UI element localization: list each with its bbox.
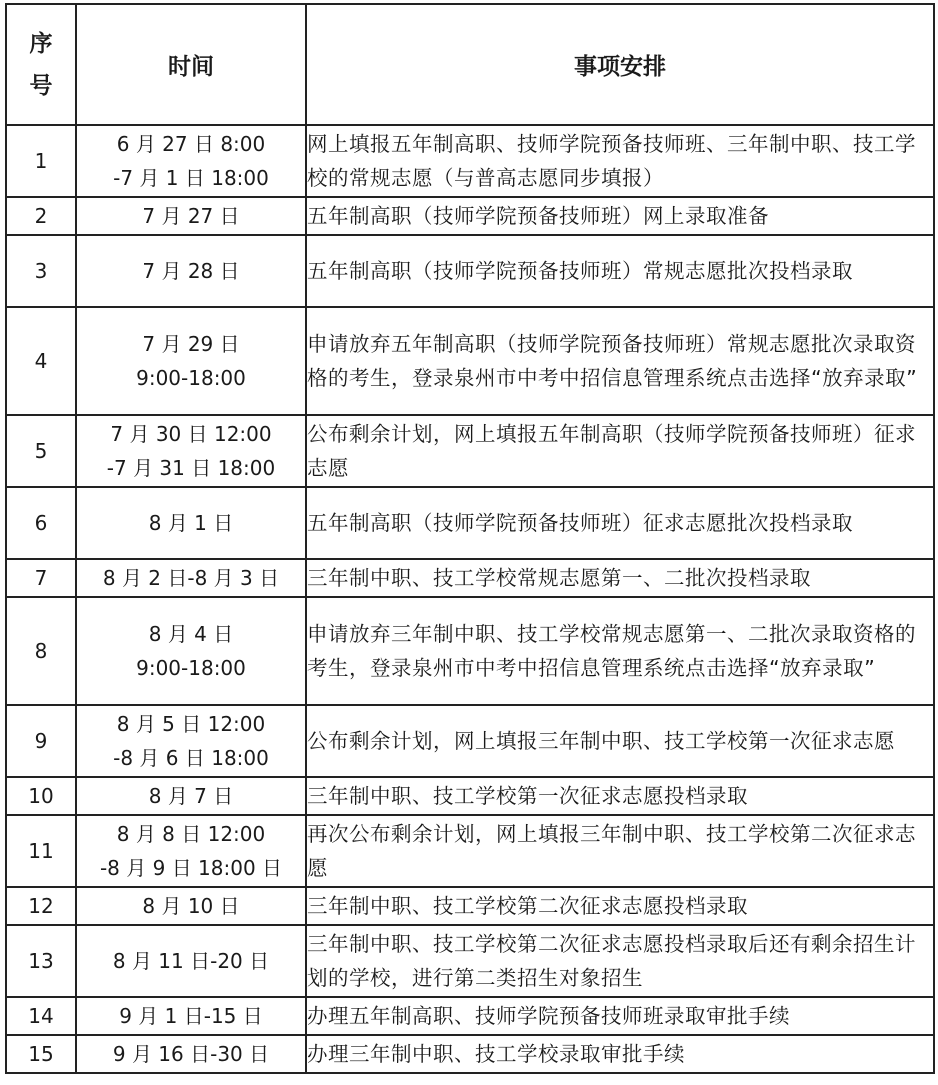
table-row xyxy=(6,597,934,705)
row-event: 再次公布剩余计划，网上填报三年制中职、技工学校第二次征求志愿 xyxy=(306,815,934,887)
row-number: 13 xyxy=(6,925,76,997)
row-time: 8 月 5 日 12:00 -8 月 6 日 18:00 xyxy=(76,705,306,777)
table-row xyxy=(6,125,934,197)
row-time: 8 月 2 日-8 月 3 日 xyxy=(76,559,306,597)
row-number: 8 xyxy=(6,597,76,705)
row-time: 6 月 27 日 8:00 -7 月 1 日 18:00 xyxy=(76,125,306,197)
row-number: 11 xyxy=(6,815,76,887)
row-number: 10 xyxy=(6,777,76,815)
row-event: 三年制中职、技工学校第一次征求志愿投档录取 xyxy=(306,777,934,815)
row-event: 五年制高职（技师学院预备技师班）常规志愿批次投档录取 xyxy=(306,235,934,307)
row-event: 申请放弃五年制高职（技师学院预备技师班）常规志愿批次录取资格的考生，登录泉州市中考中招信息管理系统点击选择“放弃录取” xyxy=(306,307,934,415)
row-time: 7 月 28 日 xyxy=(76,235,306,307)
table-row xyxy=(6,705,934,777)
row-event: 三年制中职、技工学校第二次征求志愿投档录取 xyxy=(306,887,934,925)
row-number: 7 xyxy=(6,559,76,597)
schedule-table xyxy=(5,3,935,1074)
row-number: 14 xyxy=(6,997,76,1035)
row-time: 7 月 30 日 12:00 -7 月 31 日 18:00 xyxy=(76,415,306,487)
table-row xyxy=(6,925,934,997)
row-time: 7 月 27 日 xyxy=(76,197,306,235)
row-time: 8 月 4 日 9:00-18:00 xyxy=(76,597,306,705)
table-row xyxy=(6,777,934,815)
table-row xyxy=(6,997,934,1035)
row-event: 三年制中职、技工学校常规志愿第一、二批次投档录取 xyxy=(306,559,934,597)
table-row xyxy=(6,815,934,887)
row-time: 8 月 1 日 xyxy=(76,487,306,559)
table-row xyxy=(6,1035,934,1073)
header-time: 时间 xyxy=(76,4,306,125)
row-event: 办理五年制高职、技师学院预备技师班录取审批手续 xyxy=(306,997,934,1035)
row-number: 1 xyxy=(6,125,76,197)
row-time: 7 月 29 日 9:00-18:00 xyxy=(76,307,306,415)
row-event: 网上填报五年制高职、技师学院预备技师班、三年制中职、技工学校的常规志愿（与普高志愿同步填报） xyxy=(306,125,934,197)
row-time: 8 月 8 日 12:00 -8 月 9 日 18:00 日 xyxy=(76,815,306,887)
row-time: 9 月 1 日-15 日 xyxy=(76,997,306,1035)
row-event: 公布剩余计划，网上填报三年制中职、技工学校第一次征求志愿 xyxy=(306,705,934,777)
row-number: 6 xyxy=(6,487,76,559)
row-number: 3 xyxy=(6,235,76,307)
table-row xyxy=(6,559,934,597)
header-event: 事项安排 xyxy=(306,4,934,125)
row-time: 8 月 11 日-20 日 xyxy=(76,925,306,997)
table-row xyxy=(6,197,934,235)
table-row xyxy=(6,887,934,925)
row-event: 三年制中职、技工学校第二次征求志愿投档录取后还有剩余招生计划的学校，进行第二类招生对象招生 xyxy=(306,925,934,997)
row-number: 15 xyxy=(6,1035,76,1073)
row-number: 2 xyxy=(6,197,76,235)
row-number: 12 xyxy=(6,887,76,925)
row-number: 9 xyxy=(6,705,76,777)
row-number: 5 xyxy=(6,415,76,487)
row-number: 4 xyxy=(6,307,76,415)
header-row xyxy=(6,4,934,125)
row-event: 五年制高职（技师学院预备技师班）征求志愿批次投档录取 xyxy=(306,487,934,559)
row-event: 五年制高职（技师学院预备技师班）网上录取准备 xyxy=(306,197,934,235)
row-time: 9 月 16 日-30 日 xyxy=(76,1035,306,1073)
table-row xyxy=(6,235,934,307)
table-row xyxy=(6,487,934,559)
table-row xyxy=(6,307,934,415)
row-time: 8 月 7 日 xyxy=(76,777,306,815)
table-row xyxy=(6,415,934,487)
row-event: 办理三年制中职、技工学校录取审批手续 xyxy=(306,1035,934,1073)
row-time: 8 月 10 日 xyxy=(76,887,306,925)
header-number: 序号 xyxy=(6,4,76,125)
row-event: 公布剩余计划，网上填报五年制高职（技师学院预备技师班）征求志愿 xyxy=(306,415,934,487)
row-event: 申请放弃三年制中职、技工学校常规志愿第一、二批次录取资格的考生，登录泉州市中考中招信息管理系统点击选择“放弃录取” xyxy=(306,597,934,705)
